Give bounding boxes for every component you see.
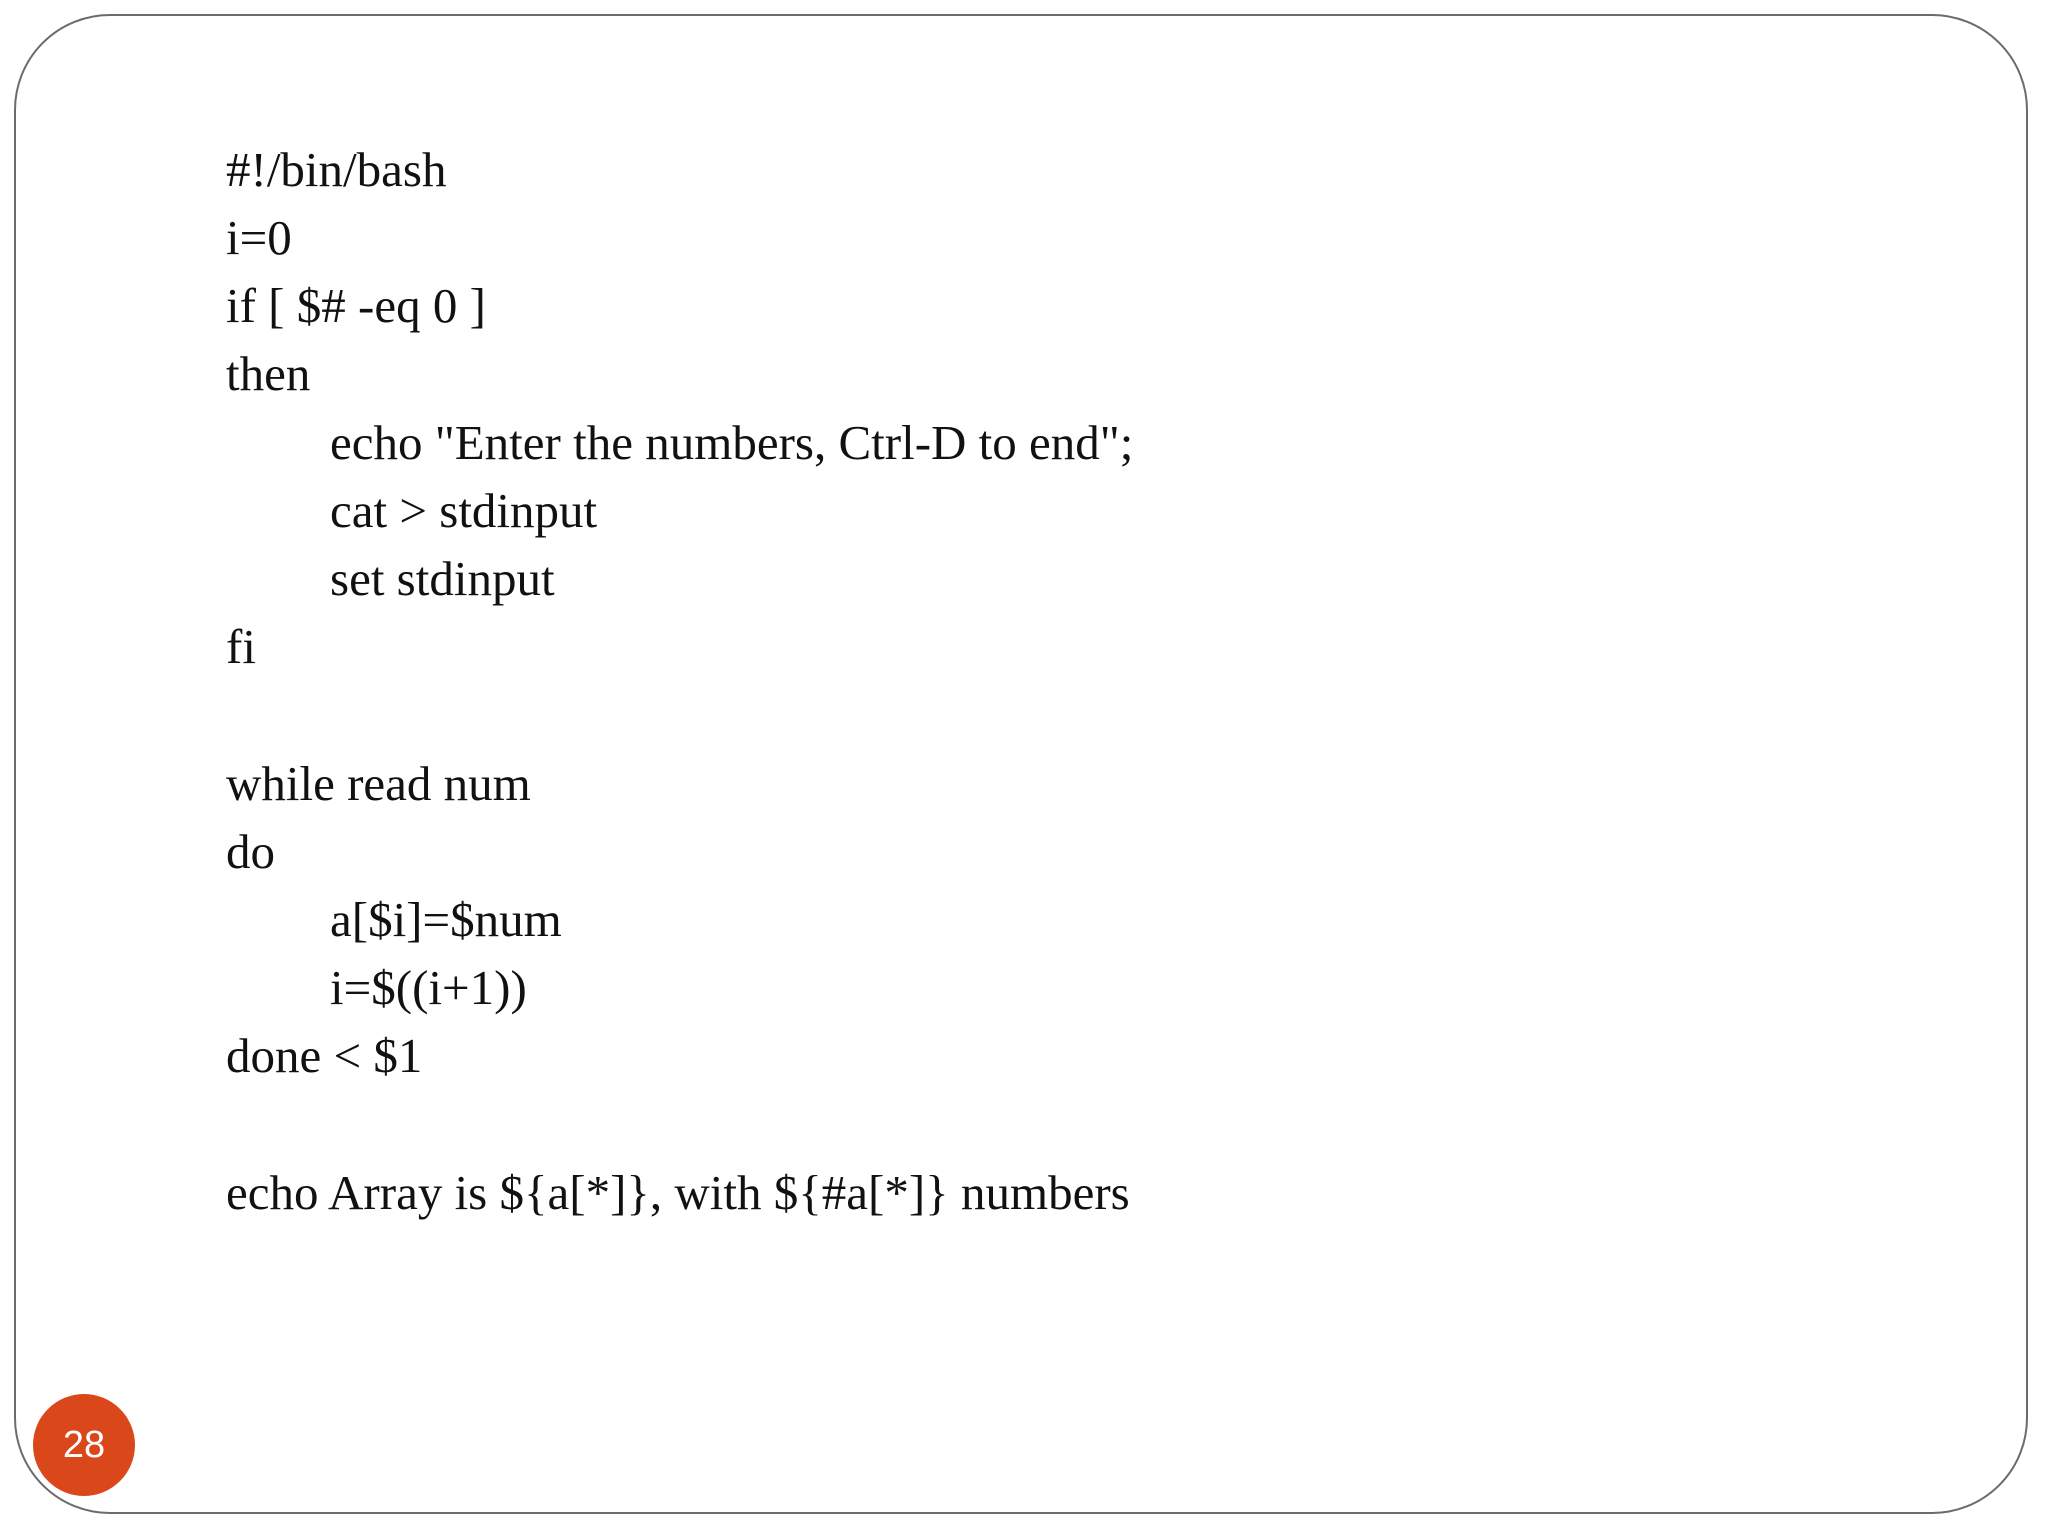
code-line-fi: fi <box>226 619 256 674</box>
code-line-then: then <box>226 346 311 401</box>
code-line-echo-result: echo Array is ${a[*]}, with ${#a[*]} numbers <box>226 1165 1130 1220</box>
page-number-badge <box>33 1394 135 1496</box>
code-line-assign: a[$i]=$num <box>330 892 562 947</box>
code-block <box>226 140 1134 1220</box>
code-line-while: while read num <box>226 756 531 811</box>
code-line-if: if [ $# -eq 0 ] <box>226 278 486 333</box>
code-line-increment: i=$((i+1)) <box>330 960 527 1015</box>
code-line-echo-prompt: echo "Enter the numbers, Ctrl-D to end"; <box>330 415 1134 470</box>
code-line-init: i=0 <box>226 210 292 265</box>
code-line-done: done < $1 <box>226 1028 423 1083</box>
code-line-do: do <box>226 824 275 879</box>
code-line-shebang: #!/bin/bash <box>226 142 447 197</box>
page-number: 28 <box>62 1423 106 1466</box>
code-line-cat: cat > stdinput <box>330 483 598 538</box>
code-line-set: set stdinput <box>330 551 555 606</box>
